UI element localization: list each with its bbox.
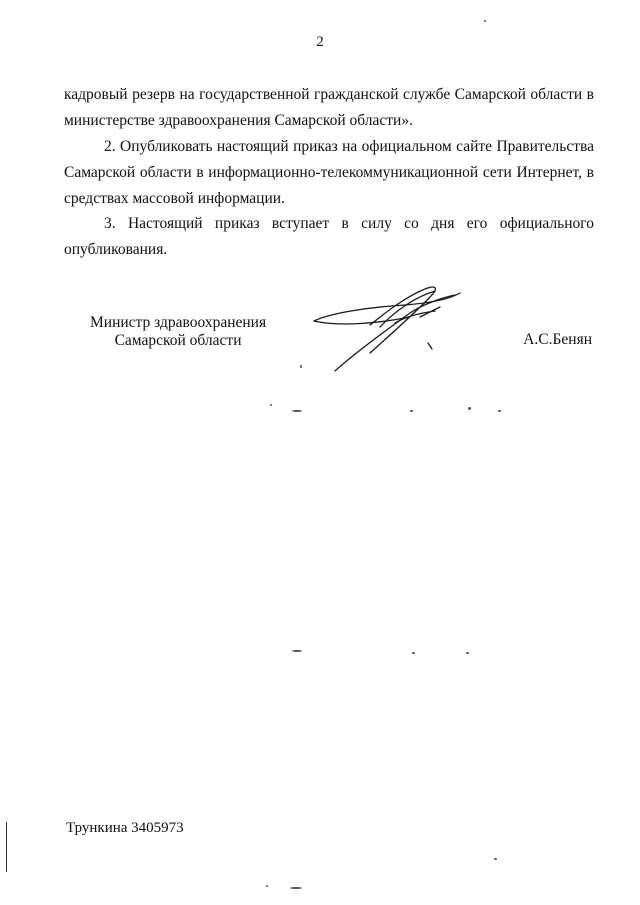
scan-speck (266, 885, 268, 887)
scan-speck (494, 858, 497, 860)
scan-speck (468, 407, 471, 410)
scan-speck (300, 365, 302, 368)
scan-speck (410, 410, 413, 412)
margin-mark (6, 822, 7, 872)
signer-title (90, 314, 266, 350)
signer-title-line-2: Самарской области (114, 332, 242, 349)
paragraph-publication: 2. Опубликовать настоящий приказ на официальном сайте Правительства Самарской области в информационно-телекоммуникационной сети Интернет, в средствах массовой информации. (64, 138, 594, 207)
handwritten-signature (310, 283, 470, 378)
page-number: 2 (316, 34, 324, 50)
signer-name: А.С.Бенян (523, 331, 592, 348)
signer-title-line-1: Министр здравоохранения (90, 314, 267, 331)
scan-speck (290, 887, 302, 889)
paragraph-continuation: кадровый резерв на государственной гражданской службе Самарской области в министерстве здравоохранения Самарской области». (64, 86, 594, 129)
scan-speck (292, 410, 302, 412)
paragraph-effective-date: 3. Настоящий приказ вступает в силу со дня его официального опубликования. (64, 215, 594, 258)
scan-speck (484, 20, 486, 22)
scan-speck (270, 404, 272, 406)
executor-contact: Трункина 3405973 (66, 820, 184, 836)
scan-speck (466, 652, 469, 654)
scan-speck (292, 650, 302, 652)
scan-speck (498, 410, 501, 412)
scan-speck (412, 652, 415, 654)
